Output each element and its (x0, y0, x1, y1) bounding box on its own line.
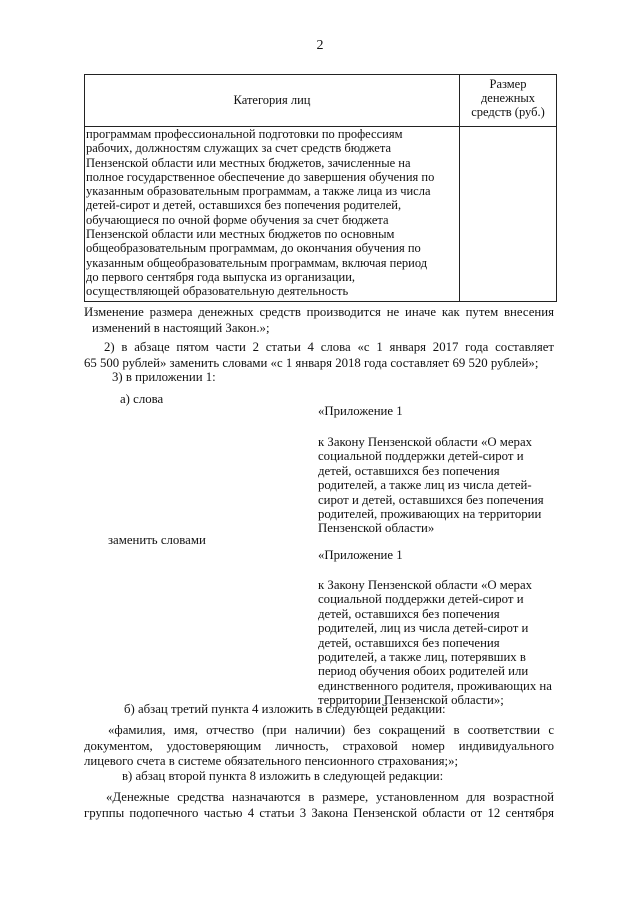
sub-a: а) слова (120, 392, 164, 406)
category-line: общеобразовательным программам, до окончания обучения по (86, 241, 421, 256)
old-heading: «Приложение 1 (318, 404, 403, 418)
old-block (318, 435, 544, 536)
old-line: сирот и детей, оставшихся без попечения (318, 492, 544, 507)
header-category: Категория лиц (85, 75, 460, 127)
new-line: детей, оставшихся без попечения (318, 606, 500, 621)
sub-b: б) абзац третий пункта 4 изложить в следующей редакции: (124, 702, 446, 716)
sub-v: в) абзац второй пункта 8 изложить в следующей редакции: (122, 769, 444, 783)
new-heading: «Приложение 1 (318, 548, 403, 562)
category-line: полное государственное обеспечение до завершения обучения по (86, 169, 435, 184)
category-line: осуществляющей образовательную деятельность (86, 284, 349, 299)
para-change-line: Изменение размера денежных средств производится не иначе как путем внесения (84, 305, 554, 319)
new-block (318, 578, 552, 708)
category-line: до первого сентября года выпуска из организации, (86, 269, 356, 284)
quote-b-line: «фамилия, имя, отчество (при наличии) без сокращений в соответствии с (108, 723, 554, 737)
category-line: Пензенской области или местных бюджетов, зачисленные на (86, 155, 411, 170)
category-cell (85, 127, 460, 302)
quote-v-line: группы подопечного частью 4 статьи 3 Закона Пензенской области от 12 сентября (84, 805, 554, 820)
old-line: родителей, а также лиц из числа детей- (318, 478, 532, 493)
quote-v (84, 790, 554, 821)
new-line: единственного родителя, проживающих на (318, 678, 552, 693)
new-line: территории Пензенской области»; (318, 693, 504, 708)
header-amount (460, 75, 557, 127)
category-line: Пензенской области или местных бюджетов по основным (86, 227, 395, 242)
old-line: социальной поддержки детей-сирот и (318, 449, 524, 464)
table-header-row (85, 75, 557, 127)
item-2 (84, 340, 554, 371)
new-line: период обучения обоих родителей или (318, 664, 529, 679)
para-change-line: изменений в настоящий Закон.»; (92, 320, 270, 335)
header-amount-line: Размер (489, 77, 527, 91)
old-line: Пензенской области» (318, 521, 435, 536)
new-line: родителей, а также лиц, потерявших в (318, 650, 526, 665)
new-line: к Закону Пензенской области «О мерах (318, 578, 533, 592)
item-2-line: 65 500 рублей» заменить словами «с 1 января 2018 года составляет 69 520 рублей»; (84, 355, 539, 370)
category-line: детей-сирот и детей, оставшихся без попечения родителей, (86, 198, 402, 213)
old-line: родителей, проживающих на территории (318, 507, 542, 522)
benefits-table (84, 74, 557, 302)
quote-b-line: документом, удостоверяющим личность, страховой номер индивидуального (84, 738, 554, 753)
item-2-line: 2) в абзаце пятом части 2 статьи 4 слова «с 1 января 2017 года составляет (104, 340, 554, 354)
header-amount-line: денежных (480, 91, 536, 105)
quote-b-line: лицевого счета в системе обязательного пенсионного страхования;»; (84, 754, 459, 769)
new-line: детей, оставшихся без попечения (318, 635, 500, 650)
new-line: родителей, лиц из числа детей-сирот и (318, 621, 529, 636)
category-line: программам профессиональной подготовки по профессиям (86, 127, 403, 141)
category-line: указанным общеобразовательным программам, включая период (86, 255, 428, 270)
replace-with: заменить словами (108, 533, 206, 547)
old-line: детей, оставшихся без попечения (318, 463, 500, 478)
category-line: обучающиеся по очной форме обучения за счет бюджета (86, 212, 389, 227)
table-row (85, 127, 557, 302)
old-line: к Закону Пензенской области «О мерах (318, 435, 533, 449)
item-3: 3) в приложении 1: (112, 370, 216, 384)
new-line: социальной поддержки детей-сирот и (318, 592, 524, 607)
category-line: указанным образовательным программам, а также лица из числа (86, 184, 431, 199)
quote-b (84, 723, 554, 770)
header-amount-line: средств (руб.) (471, 105, 545, 119)
quote-v-line: «Денежные средства назначаются в размере, установленном для возрастной (106, 790, 554, 804)
page-number: 2 (316, 38, 324, 53)
amount-cell (460, 127, 557, 302)
para-change (84, 305, 554, 336)
category-line: рабочих, должностям служащих за счет средств бюджета (86, 141, 392, 156)
